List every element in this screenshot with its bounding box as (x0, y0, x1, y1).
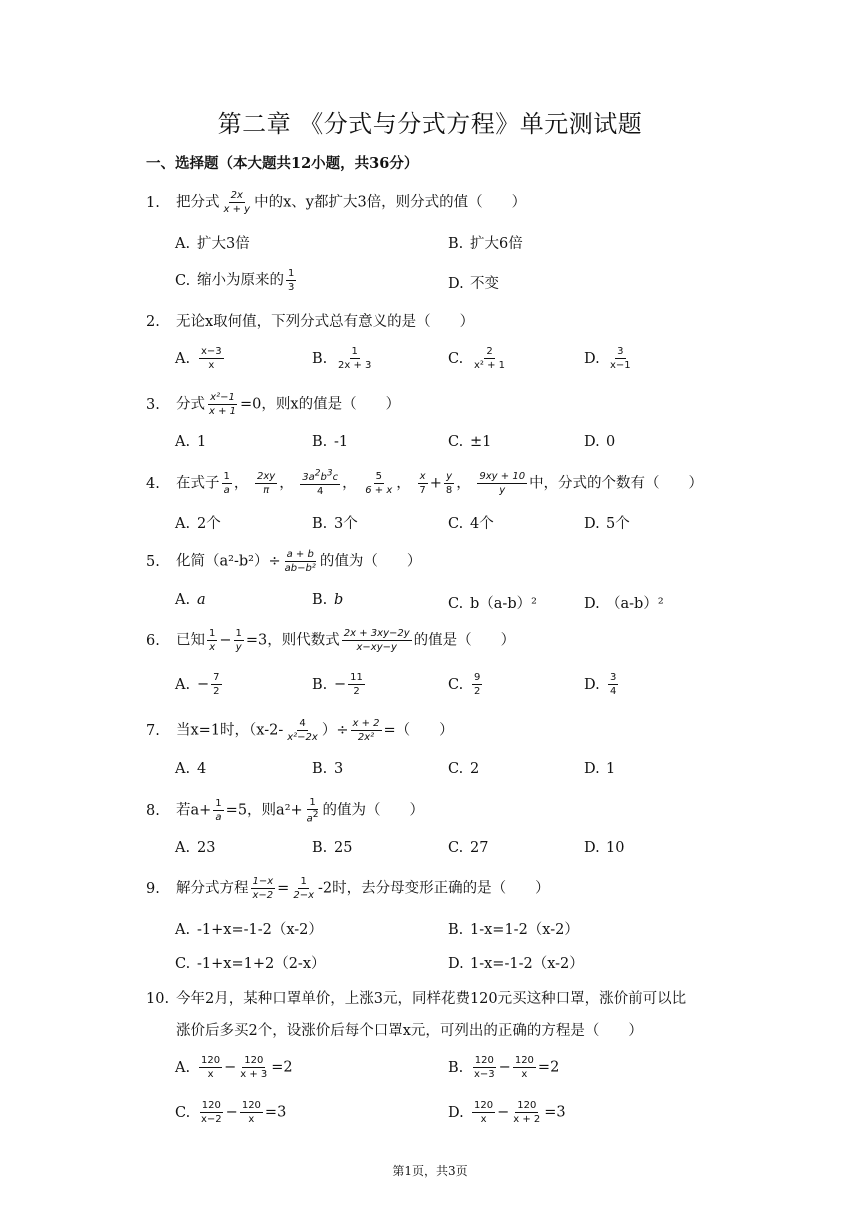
q2-option-a[interactable]: A. $\frac{x-3}{x}$ (175, 346, 222, 371)
question-7: 7. 当x=1时，（x-2- $\frac{4}{\text{x²−2x}}$ ）÷ $\frac{x + 2}{\text{2x²}}$ =（ ） (146, 718, 454, 743)
page-footer: 第1页，共3页 (392, 1164, 468, 1178)
q5-option-b[interactable]: B. b (312, 592, 344, 608)
question-10-line-2: 涨价后多买2个，设涨价后每个口罩x元，可列出的正确的方程是（ ） (176, 1023, 643, 1039)
q3-option-a[interactable]: A. 1 (175, 434, 207, 450)
q4-option-d[interactable]: D. 5个 (584, 516, 630, 532)
q8-option-b[interactable]: B. 25 (312, 840, 353, 856)
q1-option-d[interactable]: D. 不变 (448, 276, 499, 292)
question-6: 6. 已知 $\frac{1}{x}$ − $\frac{1}{y}$ =3，则代数式 $\frac{2x + 3xy-2y}{x-xy-y}$ 的值是（ ） (146, 628, 516, 653)
question-2: 2. 无论x取何值，下列分式总有意义的是（ ） (146, 314, 475, 330)
q7-option-a[interactable]: A. 4 (175, 761, 207, 777)
q7-option-c[interactable]: C. 2 (448, 761, 480, 777)
page-title: 第二章 《分式与分式方程》单元测试题 (217, 110, 643, 138)
q9-option-c[interactable]: C. -1+x=1+2（2-x） (175, 956, 326, 972)
section-heading: 一、选择题（本大题共12小题，共36分） (146, 155, 419, 172)
q7-option-b[interactable]: B. 3 (312, 761, 344, 777)
q5-option-d[interactable]: D. （a-b）² (584, 596, 664, 612)
question-1: 1. 把分式 $\frac{2x}{x + y}$ 中的x、y都扩大3倍，则分式的值（ ） (146, 190, 527, 215)
q1-option-c[interactable]: C. 缩小为原来的 $\frac{1}{3}$ (175, 268, 295, 293)
q10-option-a[interactable]: A. $\frac{120}{x}$ − $\frac{120}{x + 3}$ =2 (175, 1055, 293, 1080)
q4-option-a[interactable]: A. 2个 (175, 516, 221, 532)
question-8: 8. 若a+ $\frac{1}{a}$ =5，则a²+ $\frac{1}{a^2}$ 的值为（ ） (146, 797, 425, 825)
question-4: 4. 在式子 $\frac{1}{a}$ ， $\frac{2xy}{\pi}$ ， $\frac{3a^2b^3c}{4}$ ， $\frac{5}{6 + x}$ ， $\frac{x}{7}$ + $\frac{y}{8}$ ， $\frac{9xy + 10}{y}$ 中，分式的个数有（ ） (146, 469, 704, 498)
q8-option-c[interactable]: C. 27 (448, 840, 489, 856)
q10-option-c[interactable]: C. $\frac{120}{x-2}$ − $\frac{120}{x}$ =3 (175, 1100, 287, 1125)
question-5: 5. 化简（a²-b²）÷ $\frac{a + b}{\text{ab−b²}}$ 的值为（ ） (146, 549, 422, 574)
q2-option-d[interactable]: D. $\frac{3}{x-1}$ (584, 346, 631, 371)
q5-option-a[interactable]: A. a (175, 592, 206, 608)
q3-option-c[interactable]: C. ±1 (448, 434, 492, 450)
q5-option-c[interactable]: C. b（a-b）² (448, 596, 537, 612)
q10-option-b[interactable]: B. $\frac{120}{x-3}$ − $\frac{120}{x}$ =2 (448, 1055, 560, 1080)
q6-option-a[interactable]: A. − $\frac{7}{2}$ (175, 672, 220, 697)
q4-option-c[interactable]: C. 4个 (448, 516, 494, 532)
q9-option-d[interactable]: D. 1-x=-1-2（x-2） (448, 956, 584, 972)
q6-option-c[interactable]: C. $\frac{9}{2}$ (448, 672, 481, 697)
q1-option-b[interactable]: B. 扩大6倍 (448, 236, 523, 252)
q6-option-b[interactable]: B. − $\frac{11}{2}$ (312, 672, 363, 697)
q7-option-d[interactable]: D. 1 (584, 761, 616, 777)
question-10: 10. 今年2月，某种口罩单价，上涨3元，同样花费120元买这种口罩，涨价前可以比 (146, 991, 687, 1007)
q4-option-b[interactable]: B. 3个 (312, 516, 358, 532)
q9-option-a[interactable]: A. -1+x=-1-2（x-2） (175, 922, 323, 938)
q2-option-c[interactable]: C. $\frac{2}{\text{x² + 1}}$ (448, 346, 506, 371)
q8-option-a[interactable]: A. 23 (175, 840, 216, 856)
question-3: 3. 分式 $\frac{\text{x²−1}}{x + 1}$ =0，则x的值是（ ） (146, 392, 401, 417)
q3-option-d[interactable]: D. 0 (584, 434, 616, 450)
q2-option-b[interactable]: B. $\frac{1}{2x + 3}$ (312, 346, 372, 371)
question-9: 9. 解分式方程 $\frac{1-x}{x-2}$ = $\frac{1}{2-x}$ -2时，去分母变形正确的是（ ） (146, 876, 550, 901)
q8-option-d[interactable]: D. 10 (584, 840, 625, 856)
q9-option-b[interactable]: B. 1-x=1-2（x-2） (448, 922, 579, 938)
q3-option-b[interactable]: B. -1 (312, 434, 349, 450)
q6-option-d[interactable]: D. $\frac{3}{4}$ (584, 672, 617, 697)
q1-option-a[interactable]: A. 扩大3倍 (175, 236, 250, 252)
q10-option-d[interactable]: D. $\frac{120}{x}$ − $\frac{120}{x + 2}$ =3 (448, 1100, 566, 1125)
